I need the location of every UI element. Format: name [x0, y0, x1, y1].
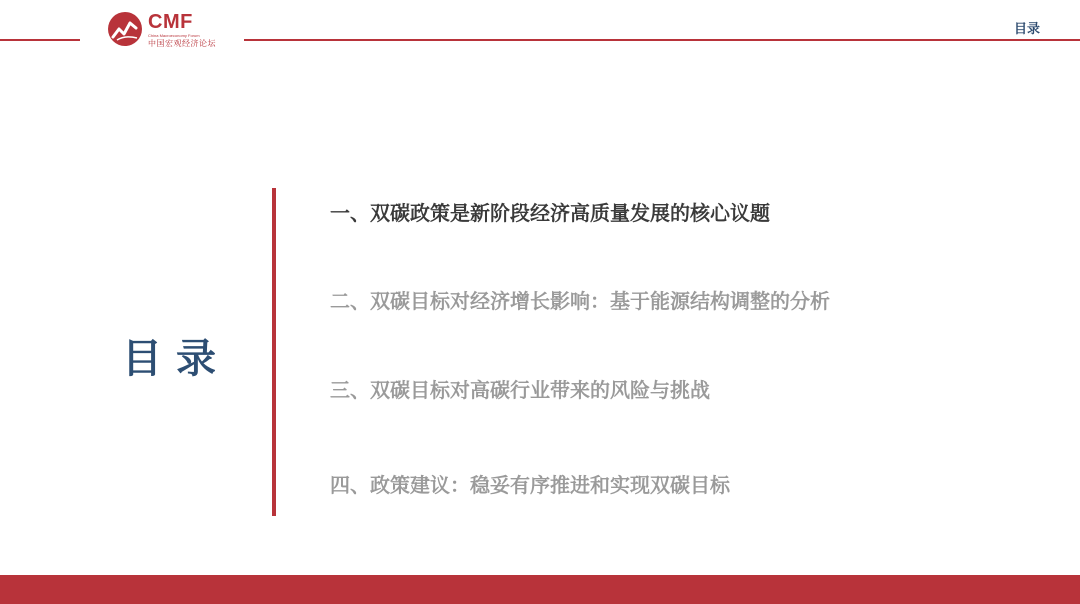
- logo-wordmark: CMF: [148, 11, 193, 33]
- toc-item-2[interactable]: 二、双碳目标对经济增长影响：基于能源结构调整的分析: [330, 289, 830, 313]
- cmf-logo: [106, 10, 240, 48]
- cmf-logo-mark-icon: [106, 10, 144, 48]
- toc-item-3[interactable]: 三、双碳目标对高碳行业带来的风险与挑战: [330, 378, 710, 402]
- footer-bar: [0, 575, 1080, 604]
- toc-item-4[interactable]: 四、政策建议：稳妥有序推进和实现双碳目标: [330, 473, 730, 497]
- logo-subtitle-cn: 中国宏观经济论坛: [148, 39, 216, 48]
- page-title: 目录: [122, 336, 230, 382]
- logo-subtitle-en: China Macroeconomy Forum: [148, 33, 200, 38]
- vertical-divider: [272, 188, 276, 516]
- header-rule-left: [0, 39, 80, 41]
- header-section-title: 目录: [1013, 22, 1040, 37]
- header-rule-right: [244, 39, 1080, 41]
- toc-item-1[interactable]: 一、双碳政策是新阶段经济高质量发展的核心议题: [330, 201, 770, 225]
